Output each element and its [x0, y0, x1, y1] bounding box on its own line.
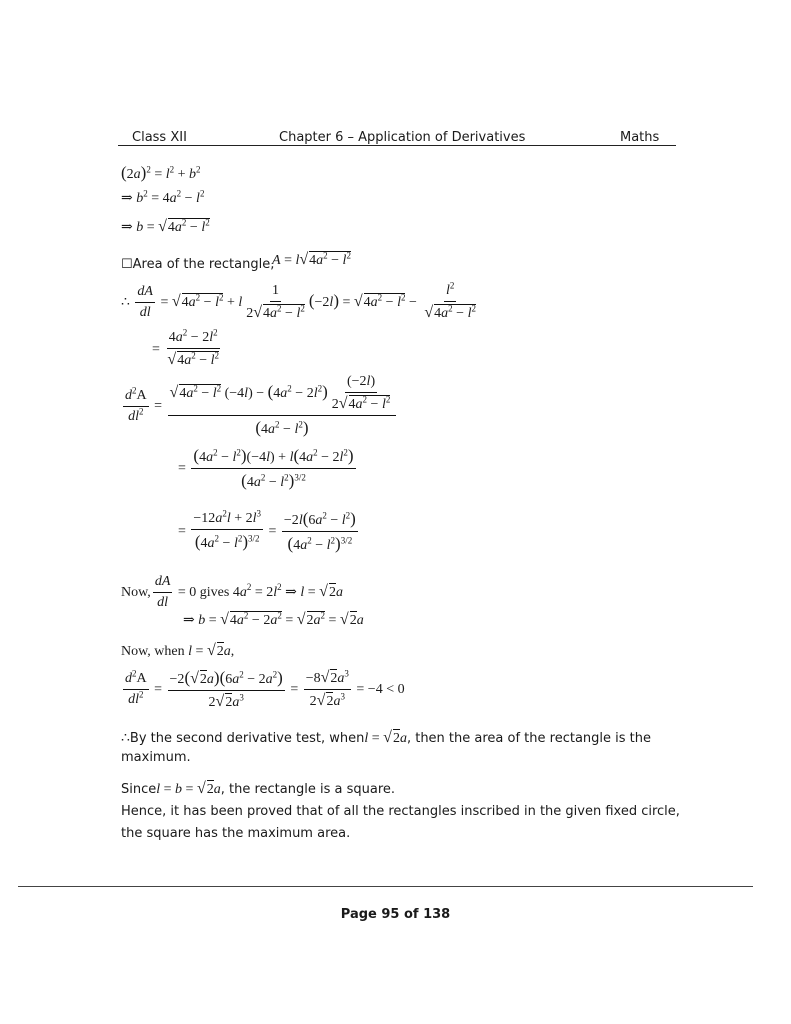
header-chapter: Chapter 6 – Application of Derivatives	[279, 130, 526, 145]
equation-now-when: Now, when l = √2a,	[121, 642, 235, 659]
since-line	[121, 779, 395, 799]
hence-line1: Hence, it has been proved that of all the rectangles inscribed in the given fixed circle,	[121, 804, 680, 819]
equation-second-derivative-step3: = $\frac{-12a^2l + 2l^3}{(4a^2 - l^2)^{3/2}}$ = $\frac{-2l(6a^2 - l^2)}{(4a^2 - l^2)^{3/2}}$	[178, 508, 356, 554]
since-prefix: Since	[121, 782, 157, 797]
inline-equation-l: l = √2a	[364, 729, 407, 746]
equation-b-at-critical: ⇒ $b = √4a^2 - 2a^2 = √2a^2 = √2a$	[183, 610, 364, 628]
header-class: Class XII	[132, 130, 187, 145]
equation-area: $A = l√4a^2 - l^2$	[272, 250, 351, 268]
equation-critical-point: Now, $\frac{dA}{dl}$ = 0 gives $4a^2 = 2l^2$ ⇒ l = √2a	[121, 574, 343, 611]
now-when-text: Now, when	[121, 644, 185, 659]
now-word: Now,	[121, 584, 151, 600]
equation-first-derivative: ∴ $\frac{dA}{dl}$ = $√4a^2 - l^2 + l$ $\frac{1}{2√4a^2 - l^2}$ $(-2l) = √4a^2 - l^2$ − $\frac{l^2}{√4a^2 - l^2}$	[121, 280, 476, 322]
conclusion-suffix: , then the area of the rectangle is the	[406, 731, 651, 746]
conclusion-prefix: By the second derivative test, when	[129, 731, 365, 746]
header-divider	[118, 145, 676, 146]
header-subject: Maths	[620, 130, 660, 145]
equation-b-value: ⇒ $b = √4a^2 - l^2$	[121, 217, 210, 235]
footer-divider	[18, 886, 753, 887]
therefore-icon: ∴	[121, 731, 130, 746]
equation-second-derivative-value: $\frac{d^2A}{dl^2}$ = $\frac{-2(√2a)(6a^2 - 2a^2)}{2√2a^3}$ = $\frac{-8√2a^3}{2√2a^3}$ = −4 < 0	[125, 668, 405, 711]
equation-pythagoras: $(2a)^2 = l^2 + b^2$	[121, 163, 201, 182]
conclusion-line1	[121, 728, 651, 748]
checkbox-glyph-icon: ☐	[121, 257, 133, 272]
page-number: Page 95 of 138	[340, 907, 451, 922]
conclusion-line2: maximum.	[121, 750, 191, 765]
equation-first-derivative-simplified: = $\frac{4a^2 - 2l^2}{√4a^2 - l^2}$	[152, 327, 219, 369]
area-statement	[121, 257, 274, 273]
since-suffix: , the rectangle is a square.	[220, 782, 396, 797]
equation-second-derivative-step2: = $\frac{(4a^2 - l^2)(-4l) + l(4a^2 - 2l^2)}{(4a^2 - l^2)^{3/2}}$	[178, 446, 354, 491]
hence-line2: the square has the maximum area.	[121, 826, 351, 841]
equation-b-squared: ⇒ $b^2 = 4a^2 - l^2$	[121, 188, 205, 206]
equation-second-derivative: $\frac{d^2A}{dl^2}$ = $√4a^2 - l^2$ $(-4l) - (4a^2 - 2l^2)$ $\frac{(-2l)}{2√4a^2 - l^2}$ $(4a^2 - l^2)$	[121, 374, 398, 439]
area-text: Area of the rectangle,	[132, 257, 275, 272]
inline-equation-l-b: l = b = √2a	[156, 780, 221, 797]
gives-word: gives	[199, 584, 230, 600]
